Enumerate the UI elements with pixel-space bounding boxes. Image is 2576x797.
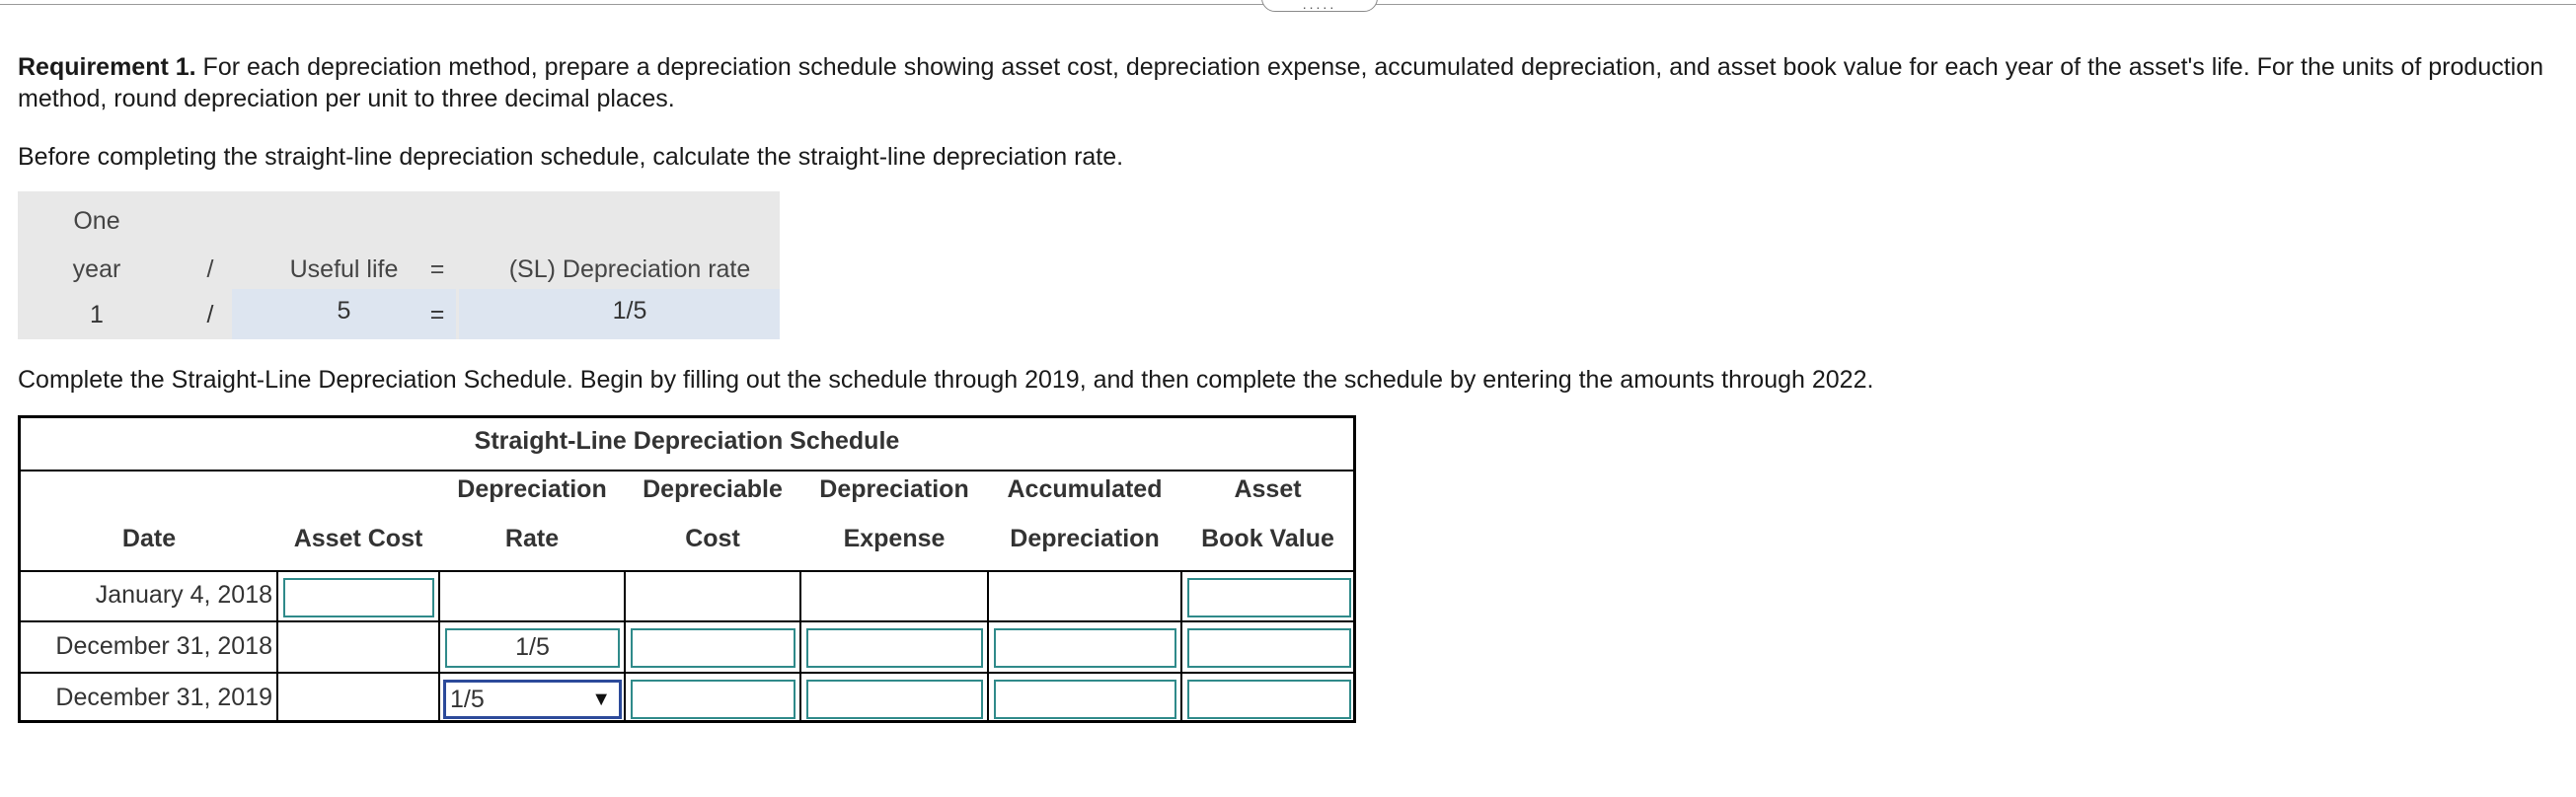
useful-life-value: 5 <box>337 297 351 325</box>
column-divider <box>799 570 801 723</box>
row-date: December 31, 2018 <box>55 632 272 660</box>
header-one: One <box>73 207 120 235</box>
instruction-complete: Complete the Straight-Line Depreciation Schedule. Begin by filling out the schedule through 2019, and then complete the schedule by entering the amounts through 2022. <box>18 366 1874 394</box>
row-divider <box>21 672 1353 674</box>
header-book-value-line2: Book Value <box>1201 525 1334 552</box>
header-asset-cost: Asset Cost <box>293 525 423 552</box>
dropdown-arrow-icon[interactable]: ▼ <box>591 688 611 710</box>
row-date: January 4, 2018 <box>95 581 272 609</box>
column-divider <box>438 570 440 723</box>
book-value-input[interactable] <box>1187 680 1351 719</box>
slash-operator: / <box>206 255 214 283</box>
header-divider <box>21 570 1353 572</box>
dep-expense-input[interactable] <box>806 628 983 668</box>
one-value: 1 <box>90 301 104 328</box>
row-date: December 31, 2019 <box>55 684 272 711</box>
column-divider <box>987 570 989 723</box>
asset-cost-input[interactable] <box>283 578 434 617</box>
header-useful-life: Useful life <box>289 255 399 283</box>
slash-operator: / <box>206 301 214 328</box>
accumulated-dep-input[interactable] <box>994 680 1176 719</box>
column-divider <box>276 570 278 723</box>
dep-rate-dropdown[interactable] <box>443 680 622 719</box>
equals-operator: = <box>429 255 445 283</box>
header-dep-expense-line1: Depreciation <box>819 475 969 503</box>
instruction-before: Before completing the straight-line depreciation schedule, calculate the straight-line depreciation rate. <box>18 143 1124 171</box>
column-divider <box>1180 570 1182 723</box>
book-value-input[interactable] <box>1187 628 1351 668</box>
header-sl-rate: (SL) Depreciation rate <box>508 255 751 283</box>
header-accumulated-line2: Depreciation <box>1010 525 1160 552</box>
header-depreciable-line1: Depreciable <box>643 475 783 503</box>
accumulated-dep-input[interactable] <box>994 628 1176 668</box>
header-dep-rate-line2: Rate <box>504 525 560 552</box>
header-accumulated-line1: Accumulated <box>1007 475 1163 503</box>
row-divider <box>21 620 1353 622</box>
requirement-paragraph <box>18 51 2554 114</box>
header-dep-expense-line2: Expense <box>843 525 946 552</box>
header-book-value-line1: Asset <box>1234 475 1302 503</box>
title-divider <box>21 470 1353 471</box>
depreciable-cost-input[interactable] <box>631 680 796 719</box>
header-dep-rate-line1: Depreciation <box>457 475 607 503</box>
depreciable-cost-input[interactable] <box>631 628 796 668</box>
sl-rate-calculation <box>18 191 780 339</box>
column-divider <box>624 570 626 723</box>
dep-rate-field[interactable]: 1/5 <box>445 628 620 668</box>
collapse-handle[interactable]: ..... <box>1261 0 1378 12</box>
book-value-input[interactable] <box>1187 578 1351 617</box>
dep-expense-input[interactable] <box>806 680 983 719</box>
dropdown-selected-value: 1/5 <box>450 686 485 713</box>
header-depreciable-line2: Cost <box>685 525 740 552</box>
straight-line-schedule-table <box>18 415 1356 723</box>
requirement-label: Requirement 1. <box>18 53 196 81</box>
header-date: Date <box>121 525 177 552</box>
header-year: year <box>72 255 121 283</box>
equals-operator: = <box>429 301 445 328</box>
rate-value: 1/5 <box>612 297 647 325</box>
requirement-text: For each depreciation method, prepare a depreciation schedule showing asset cost, depreciation expense, accumulated depreciation, and asset book value for each year of the asset's life. For the units of production method, round depreciation per unit to three decimal places. <box>18 53 2544 112</box>
schedule-title: Straight-Line Depreciation Schedule <box>474 427 900 455</box>
